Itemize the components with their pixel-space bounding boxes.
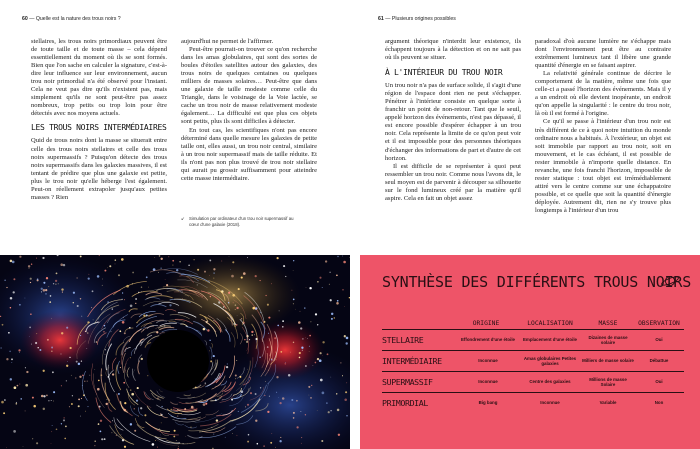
caption-arrow-icon: ↙ <box>181 216 185 221</box>
image-caption: ↙ Simulation par ordinateur d'un trou noir supermassif au cœur d'une galaxie (2018). <box>181 216 294 227</box>
black-hole-table <box>382 317 684 413</box>
column-header-origine: ORIGINE <box>472 319 500 327</box>
text-column-4 <box>535 38 671 243</box>
paragraph: Il est difficile de se représenter à quoi peut ressembler un trou noir. Comme nous l'avons dit, le seul moyen est de parvenir à découper sa silhouette sur le fond lumineux créé par la matière qu'il aspire. Cela en fait un objet assez <box>385 162 521 202</box>
paragraph: Un trou noir n'a pas de surface solide, il s'agit d'une région de l'espace dont rien ne peut s'échapper. Pénétrer à l'intérieur consiste en quelque sorte à franchir un point de non-retour. Tant que le seuil, appelé horizon des événements, n'est pas dépassé, il est encore possible d'espérer échapper à un trou noir. Cela représente la limite de ce qu'on peut voir et il est impossible pour des personnes théoriques d'échanger des informations de part et d'autre de cet horizon. <box>385 82 521 162</box>
table-cell: Variable <box>599 400 617 406</box>
red-nebula-right <box>245 320 325 380</box>
table-cell: Oui <box>655 337 663 343</box>
paragraph: stellaires, les trous noirs primordiaux peuvent être de toute taille et de toute masse – cela dépend essentiellement du moment où ils se sont formés. Bien que l'on sache en calculer la signature, c'est-à-dire leur influence sur leur environnement, aucun trou noir primordial n'a été observé pour l'instant. Cela ne veut pas dire qu'ils n'existent pas, mais simplement qu'ils ne sont peut-être pas assez nombreux, trop petits ou trop loin pour être détectés avec nos moyens actuels. <box>31 38 167 118</box>
section-heading-interieur: À L'INTÉRIEUR DU TROU NOIR <box>385 68 503 78</box>
paragraph: Peut-être pourrait-on trouver ce qu'on recherche dans les amas globulaires, qui sont des sortes de boules d'étoiles satellites autour des galaxies, des trous noirs de quelques centaines ou quelques milliers de masses solaires… Peut-être que dans une galaxie de taille modeste comme celle du Triangle, dans le voisinage de la Voie lactée, se cache un trou noir de masse relativement modeste également… La difficulté est que plus ces objets sont petits, plus ils sont difficiles à détecter. <box>181 46 317 126</box>
table-cell: Inconnue <box>478 358 498 364</box>
table-cell: Emplacement d'une étoile <box>523 337 577 343</box>
red-nebula-left <box>20 310 100 370</box>
column-header-localisation: LOCALISATION <box>527 319 573 327</box>
text-column-1 <box>31 38 167 266</box>
table-header <box>382 317 684 329</box>
running-head-right: Plusieurs origines possibles <box>391 16 456 22</box>
table-row-intermediaire <box>382 350 684 371</box>
table-row-supermassif <box>382 371 684 392</box>
paragraph: aujourd'hui ne permet de l'affirmer. <box>181 38 274 45</box>
table-cell: Dizaines de masse solaire <box>588 334 628 345</box>
black-hole-shadow <box>147 330 209 392</box>
table-cell: Effondrement d'une étoile <box>461 337 515 343</box>
row-label: STELLAIRE <box>382 335 424 345</box>
panel-title: SYNTHÈSE DES DIFFÉRENTS TROUS NOIRS <box>382 273 692 291</box>
black-hole-simulation-image <box>0 255 350 449</box>
table-cell: Milliers de masse solaire <box>582 358 634 364</box>
starfield <box>0 255 350 449</box>
folio-right: 61 — Plusieurs origines possibles <box>378 16 456 22</box>
text-column-3 <box>385 38 521 243</box>
synthesis-panel <box>360 255 700 449</box>
section-heading-intermediaires: LES TROUS NOIRS INTERMÉDIAIRES <box>31 123 167 133</box>
row-label: SUPERMASSIF <box>382 377 433 387</box>
table-cell: Débattue <box>649 358 669 364</box>
paragraph: argument théorique n'interdit leur existence, ils échappent toujours à la détection et on ne sait pas où ils peuvent se situer. <box>385 38 521 62</box>
row-label: INTERMÉDIAIRE <box>382 356 442 366</box>
paragraph: La relativité générale continue de décrire le comportement de la matière, même une fois que celle-ci a passé l'horizon des événements. Mais il y a un endroit où elle devient inopérante, un endroit qu'on appelle la singularité : le centre du trou noir, là où il est formé à l'origine. <box>535 70 671 118</box>
paragraph: Ce qu'il se passe à l'intérieur d'un trou noir est très différent de ce à quoi notre intuition du monde ordinaire nous a habitués. À l'extérieur, un objet est soit immobile par rapport au trou noir, soit en mouvement, et le cas échéant, il est possible de rester immobile à n'importe quelle distance. En revanche, une fois franchi l'horizon, impossible de rester statique : tout objet est irrémédiablement attiré vers le centre comme sur une échappatoire possible, et ce quelle que soit la quantité d'énergie déployée. Autrement dit, rien ne s'y trouve plus longtemps à l'intérieur d'un trou <box>535 118 671 214</box>
table-cell: Inconnue <box>478 379 498 385</box>
table-row-stellaire <box>382 329 684 350</box>
paragraph: En tout cas, les scientifiques n'ont pas encore déterminé dans quelle mesure les galaxies de petite taille ont, elles aussi, un trou noir central, similaire à un trou noir supermassif mais de taille réduite. Et ils n'ont pas non plus trouvé de trou noir stellaire qui aurait pu grossir suffisamment pour atteindre cette masse intermédiaire. <box>181 126 317 182</box>
planet-icon <box>660 273 680 289</box>
folio-left: 60 — Quelle est la nature des trous noirs ? <box>22 16 121 22</box>
table-cell: Centre des galaxies <box>529 379 571 385</box>
table-cell: Non <box>654 400 664 406</box>
paragraph: Quid de trous noirs dont la masse se situerait entre celle des trous noirs stellaires et celle des trous noirs supermassifs ? Puisqu'on détecte des trous noirs supermassifs dans les galaxies massives, il est tentant de prédire que plus une galaxie est petite, plus le trou noir qu'elle héberge l'est également. Peut-on réellement extrapoler jusqu'aux petites masses ? Rien <box>31 137 167 201</box>
running-head-left: Quelle est la nature des trous noirs ? <box>35 16 121 22</box>
text-column-2 <box>181 38 317 244</box>
table-cell: Amas globulaires Petites galaxies <box>523 355 577 366</box>
paragraph: paradoxal d'où aucune lumière ne s'échappe mais dont l'environnement peut être au contraire extrêmement lumineux tant il libère une grande quantité d'énergie en se faisant aspirer. <box>535 38 671 70</box>
column-header-observation: OBSERVATION <box>638 319 680 327</box>
table-cell: Big bang <box>478 400 498 406</box>
table-cell: Oui <box>655 379 663 385</box>
table-cell: Millions de masse Solaire <box>589 376 627 387</box>
column-header-masse: MASSE <box>598 319 618 327</box>
table-row-primordial <box>382 392 684 413</box>
table-cell: Inconnue <box>540 400 560 406</box>
row-label: PRIMORDIAL <box>382 398 428 408</box>
